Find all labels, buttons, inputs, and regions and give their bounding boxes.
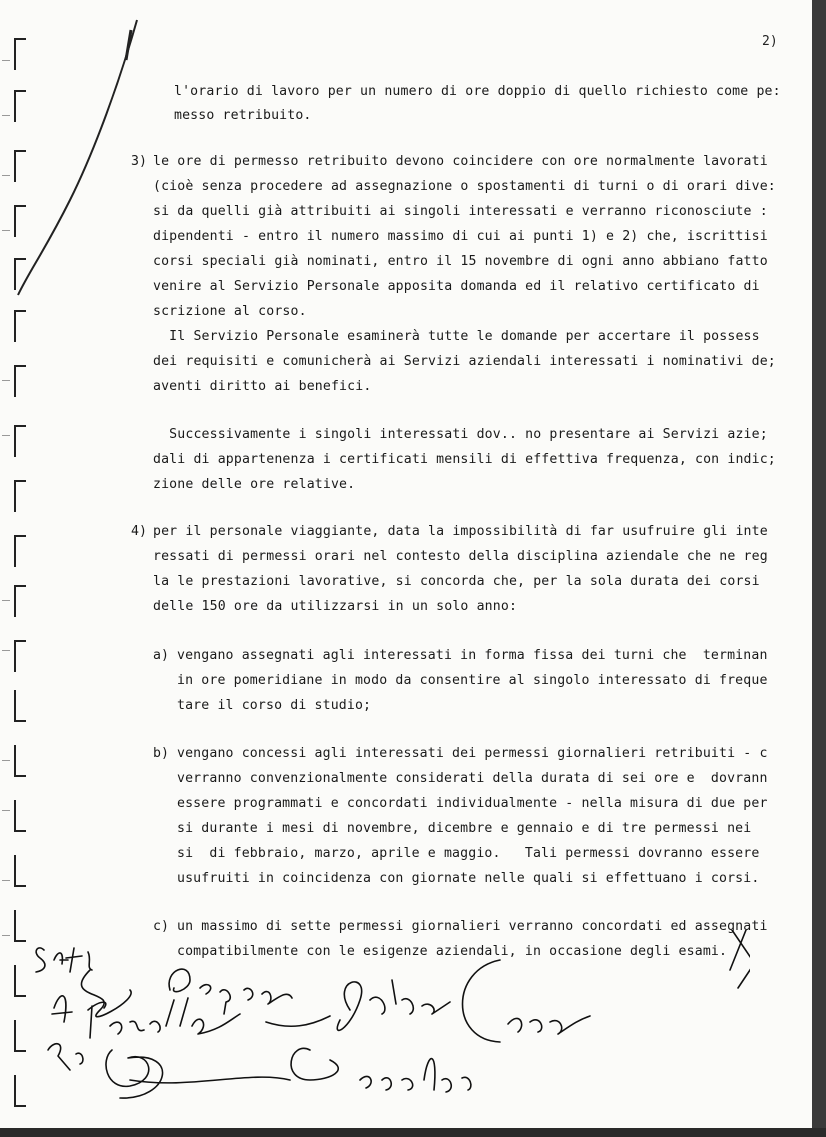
text-line: compatibilmente con le esigenze aziendali, in occasione degli esami. <box>177 944 728 959</box>
list-marker: a) <box>153 648 169 663</box>
text-line: dei requisiti e comunicherà ai Servizi aziendali interessati i nominativi de; <box>153 354 776 369</box>
margin-mark <box>14 965 26 997</box>
list-marker: c) <box>153 919 169 934</box>
text-line: messo retribuito. <box>174 108 312 123</box>
text-line: per il personale viaggiante, data la impossibilità di far usufruire gli inte <box>153 524 768 539</box>
margin-mark <box>14 585 26 617</box>
margin-mark <box>14 1075 26 1107</box>
text-line: tare il corso di studio; <box>177 698 372 713</box>
handwritten-signatures <box>30 930 750 1120</box>
text-line: le ore di permesso retribuito devono coincidere con ore normalmente lavorati <box>153 154 768 169</box>
text-line: l'orario di lavoro per un numero di ore doppio di quello richiesto come pe: <box>174 84 781 99</box>
text-line: dipendenti - entro il numero massimo di cui ai punti 1) e 2) che, iscrittisi <box>153 229 768 244</box>
text-line: delle 150 ore da utilizzarsi in un solo anno: <box>153 599 518 614</box>
text-line: si di febbraio, marzo, aprile e maggio. Tali permessi dovranno essere <box>177 846 760 861</box>
margin-mark <box>14 1020 26 1052</box>
text-line: verranno convenzionalmente considerati della durata di sei ore e dovrann <box>177 771 768 786</box>
text-line: vengano concessi agli interessati dei permessi giornalieri retribuiti - c <box>177 746 768 761</box>
text-line: dali di appartenenza i certificati mensili di effettiva frequenza, con indic; <box>153 452 776 467</box>
margin-mark <box>14 745 26 777</box>
text-line: usufruiti in coincidenza con giornate nelle quali si effettuano i corsi. <box>177 871 760 886</box>
text-line: scrizione al corso. <box>153 304 307 319</box>
margin-mark <box>14 640 26 672</box>
margin-mark <box>14 800 26 832</box>
margin-mark <box>14 425 26 457</box>
text-line: zione delle ore relative. <box>153 477 356 492</box>
text-line: (cioè senza procedere ad assegnazione o spostamenti di turni o di orari dive: <box>153 179 776 194</box>
page-number: 2) <box>762 34 778 49</box>
list-marker: 4) <box>131 524 147 539</box>
text-line: vengano assegnati agli interessati in forma fissa dei turni che terminan <box>177 648 768 663</box>
text-line: Successivamente i singoli interessati dov.. no presentare ai Servizi azie; <box>153 427 768 442</box>
text-line: venire al Servizio Personale apposita domanda ed il relativo certificato di <box>153 279 760 294</box>
text-line: Il Servizio Personale esaminerà tutte le domande per accertare il possess <box>153 329 760 344</box>
margin-mark <box>14 855 26 887</box>
text-line: si durante i mesi di novembre, dicembre e gennaio e di tre permessi nei <box>177 821 752 836</box>
text-line: corsi speciali già nominati, entro il 15 novembre di ogni anno abbiano fatto <box>153 254 768 269</box>
margin-mark <box>14 365 26 397</box>
text-line: si da quelli già attribuiti ai singoli interessati e verranno riconosciute : <box>153 204 768 219</box>
margin-mark <box>14 480 26 512</box>
text-line: aventi diritto ai benefici. <box>153 379 372 394</box>
scan-border-right <box>812 0 826 1137</box>
text-line: un massimo di sette permessi giornalieri verranno concordati ed assegnati <box>177 919 768 934</box>
text-line: in ore pomeridiane in modo da consentire al singolo interessato di freque <box>177 673 768 688</box>
scan-border-bottom <box>0 1128 826 1137</box>
list-marker: 3) <box>131 154 147 169</box>
text-line: la le prestazioni lavorative, si concorda che, per la sola durata dei corsi <box>153 574 760 589</box>
margin-mark <box>14 535 26 567</box>
list-marker: b) <box>153 746 169 761</box>
text-line: essere programmati e concordati individualmente - nella misura di due per <box>177 796 768 811</box>
margin-mark <box>14 690 26 722</box>
text-line: ressati di permessi orari nel contesto della disciplina aziendale che ne reg <box>153 549 768 564</box>
margin-mark <box>14 910 26 942</box>
